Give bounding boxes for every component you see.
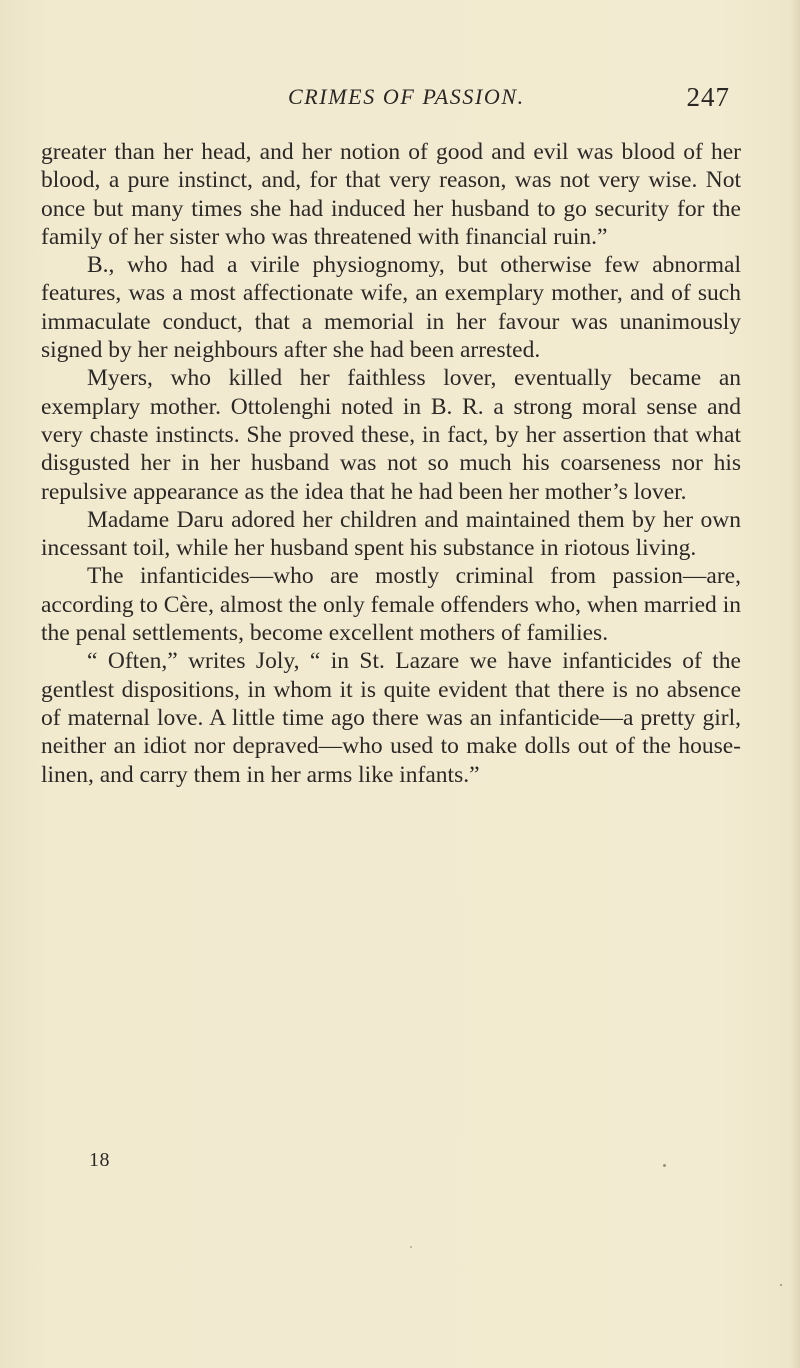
- print-speck: [663, 1164, 666, 1167]
- paragraph: Madame Daru adored her children and maintained them by her own incessant toil, while her husband spent his substance in riotous living.: [41, 506, 741, 562]
- running-head-title: CRIMES OF PASSION.: [288, 84, 525, 109]
- paragraph-continued: greater than her head, and her notion of good and evil was blood of her blood, a pure instinct, and, for that very reason, was not very wise. Not once but many times she had induced her husband to go security for the family of her sister who was threatened with financial ruin.”: [41, 139, 741, 250]
- running-head: [250, 84, 730, 124]
- paragraph: Myers, who killed her faithless lover, eventually became an exemplary mother. Ottolenghi noted in B. R. a strong moral sense and very chaste instincts. She proved these, in fact, by her assertion that what disgusted her in her husband was not so much his coarseness nor his repulsive appearance as the idea that he had been her mother’s lover.: [41, 365, 741, 505]
- page-number: 247: [686, 82, 730, 112]
- signature-mark: 18: [89, 1149, 110, 1171]
- paragraph: The infanticides—who are mostly criminal from passion—are, according to Cère, almost the only female offenders who, when married in the penal settlements, become excellent mothers of families.: [41, 563, 741, 647]
- print-speck: [780, 1284, 782, 1286]
- paragraph: B., who had a virile physiognomy, but otherwise few abnormal features, was a most affectionate wife, an exemplary mother, and of such immaculate conduct, that a memorial in her favour was unanimously signed by her neighbours after she had been arrested.: [41, 252, 741, 364]
- page-edge-shadow: [790, 0, 800, 1368]
- paragraph: “ Often,” writes Joly, “ in St. Lazare we have infanticides of the gentlest dispositions, in whom it is quite evident that there is no absence of maternal love. A little time ago there was an infanticide—a pretty girl, neither an idiot nor depraved—who used to make dolls out of the house-linen, and carry them in her arms like infants.”: [41, 648, 741, 788]
- body-text: [41, 138, 741, 789]
- print-speck: [410, 1246, 412, 1248]
